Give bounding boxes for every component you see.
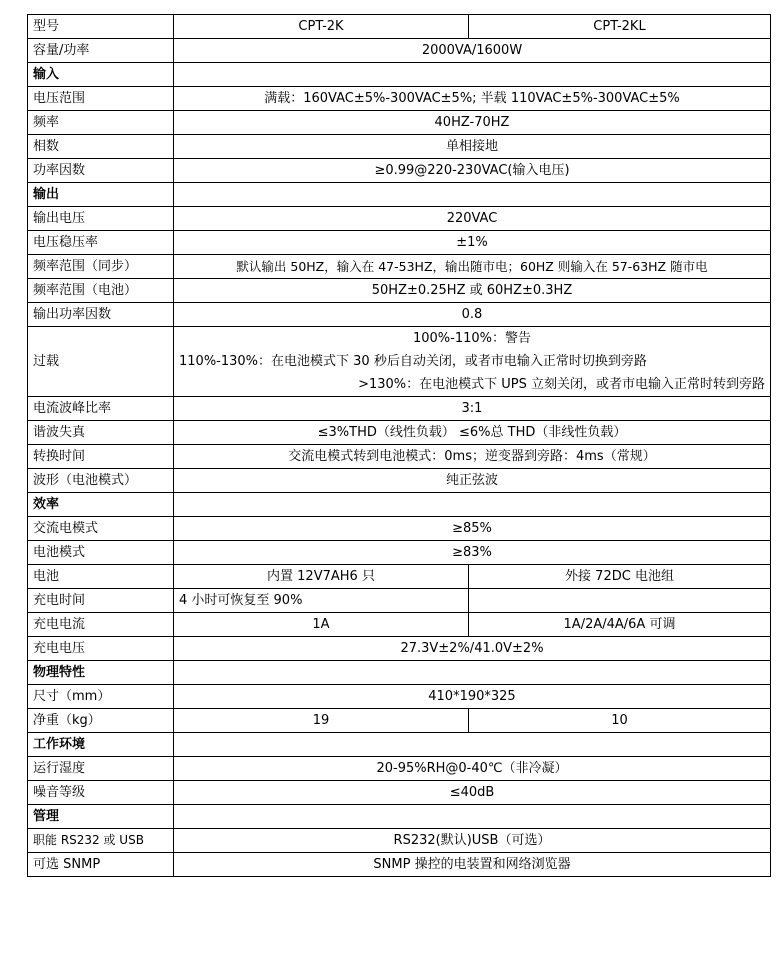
row-label: 电压范围 (28, 87, 174, 111)
section-heading: 输出 (28, 183, 174, 207)
value-cpt-2kl (469, 589, 771, 613)
row-value: 20-95%RH@0-40℃（非冷凝） (174, 757, 771, 781)
row-value: ≥83% (174, 541, 771, 565)
empty-cell (174, 493, 771, 517)
row-value: 40HZ-70HZ (174, 111, 771, 135)
row-value: 满载：160VAC±5%-300VAC±5%; 半载 110VAC±5%-300VAC±5% (174, 87, 771, 111)
table-row (28, 135, 771, 159)
table-row (28, 685, 771, 709)
row-value: SNMP 操控的电装置和网络浏览器 (174, 853, 771, 877)
row-label: 净重（kg） (28, 709, 174, 733)
row-value: 27.3V±2%/41.0V±2% (174, 637, 771, 661)
section-heading: 管理 (28, 805, 174, 829)
value-cpt-2kl: 10 (469, 709, 771, 733)
row-label: 尺寸（mm） (28, 685, 174, 709)
empty-cell (174, 183, 771, 207)
table-row (28, 565, 771, 589)
row-label: 电池 (28, 565, 174, 589)
row-label: 输出功率因数 (28, 303, 174, 327)
row-label: 功率因数 (28, 159, 174, 183)
value-cpt-2k: CPT-2K (174, 15, 469, 39)
row-label: 充电电流 (28, 613, 174, 637)
row-value: 单相接地 (174, 135, 771, 159)
table-row (28, 231, 771, 255)
section-row (28, 493, 771, 517)
row-label: 型号 (28, 15, 174, 39)
spec-table (27, 14, 771, 877)
section-row (28, 183, 771, 207)
empty-cell (174, 733, 771, 757)
row-label: 相数 (28, 135, 174, 159)
table-row (28, 207, 771, 231)
table-row (28, 709, 771, 733)
row-value: 交流电模式转到电池模式：0ms；逆变器到旁路：4ms（常规） (174, 445, 771, 469)
row-value: ≤40dB (174, 781, 771, 805)
row-label: 交流电模式 (28, 517, 174, 541)
table-row (28, 111, 771, 135)
section-row (28, 805, 771, 829)
row-label: 电流波峰比率 (28, 397, 174, 421)
table-row (28, 255, 771, 279)
row-value: ≤3%THD（线性负载） ≤6%总 THD（非线性负载） (174, 421, 771, 445)
row-value: 2000VA/1600W (174, 39, 771, 63)
row-label: 谐波失真 (28, 421, 174, 445)
row-value: 0.8 (174, 303, 771, 327)
row-value: 纯正弦波 (174, 469, 771, 493)
value-cpt-2kl: 外接 72DC 电池组 (469, 565, 771, 589)
row-label: 转换时间 (28, 445, 174, 469)
section-heading: 效率 (28, 493, 174, 517)
row-label: 可选 SNMP (28, 853, 174, 877)
value-cpt-2k: 4 小时可恢复至 90% (174, 589, 469, 613)
table-row (28, 15, 771, 39)
overload-value (174, 327, 771, 397)
section-heading: 输入 (28, 63, 174, 87)
table-row (28, 517, 771, 541)
row-label: 频率范围（同步） (28, 255, 174, 279)
overload-line: 110%-130%：在电池模式下 30 秒后自动关闭，或者市电输入正常时切换到旁路 (179, 354, 647, 369)
table-row (28, 327, 771, 397)
row-label: 输出电压 (28, 207, 174, 231)
table-row (28, 541, 771, 565)
row-value: 410*190*325 (174, 685, 771, 709)
value-cpt-2k: 内置 12V7AH6 只 (174, 565, 469, 589)
row-label: 过载 (28, 327, 174, 397)
value-cpt-2kl: CPT-2KL (469, 15, 771, 39)
row-label: 电池模式 (28, 541, 174, 565)
row-value: 默认输出 50HZ，输入在 47-53HZ，输出随市电；60HZ 则输入在 57-63HZ 随市电 (174, 255, 771, 279)
table-row (28, 397, 771, 421)
table-row (28, 613, 771, 637)
row-label: 电压稳压率 (28, 231, 174, 255)
value-cpt-2kl: 1A/2A/4A/6A 可调 (469, 613, 771, 637)
table-row (28, 445, 771, 469)
row-value: 50HZ±0.25HZ 或 60HZ±0.3HZ (174, 279, 771, 303)
row-label: 噪音等级 (28, 781, 174, 805)
table-row (28, 853, 771, 877)
row-value: ±1% (174, 231, 771, 255)
overload-line: >130%：在电池模式下 UPS 立刻关闭，或者市电输入正常时转到旁路 (358, 377, 765, 392)
row-value: ≥85% (174, 517, 771, 541)
table-row (28, 159, 771, 183)
section-row (28, 63, 771, 87)
section-heading: 工作环境 (28, 733, 174, 757)
section-heading: 物理特性 (28, 661, 174, 685)
table-row (28, 829, 771, 853)
row-label: 波形（电池模式） (28, 469, 174, 493)
table-row (28, 469, 771, 493)
overload-line: 100%-110%：警告 (412, 331, 532, 346)
section-row (28, 733, 771, 757)
table-row (28, 589, 771, 613)
empty-cell (174, 805, 771, 829)
table-row (28, 781, 771, 805)
row-label: 充电电压 (28, 637, 174, 661)
row-label: 频率范围（电池） (28, 279, 174, 303)
row-label: 充电时间 (28, 589, 174, 613)
value-cpt-2k: 1A (174, 613, 469, 637)
table-row (28, 279, 771, 303)
row-label: 运行湿度 (28, 757, 174, 781)
empty-cell (174, 63, 771, 87)
table-row (28, 303, 771, 327)
table-row (28, 757, 771, 781)
table-row (28, 87, 771, 111)
table-row (28, 421, 771, 445)
row-label: 容量/功率 (28, 39, 174, 63)
section-row (28, 661, 771, 685)
row-value: 220VAC (174, 207, 771, 231)
value-cpt-2k: 19 (174, 709, 469, 733)
empty-cell (174, 661, 771, 685)
row-value: ≥0.99@220-230VAC(输入电压) (174, 159, 771, 183)
row-value: RS232(默认)USB（可选） (174, 829, 771, 853)
table-row (28, 637, 771, 661)
row-value: 3:1 (174, 397, 771, 421)
table-row (28, 39, 771, 63)
row-label: 职能 RS232 或 USB (28, 829, 174, 853)
row-label: 频率 (28, 111, 174, 135)
